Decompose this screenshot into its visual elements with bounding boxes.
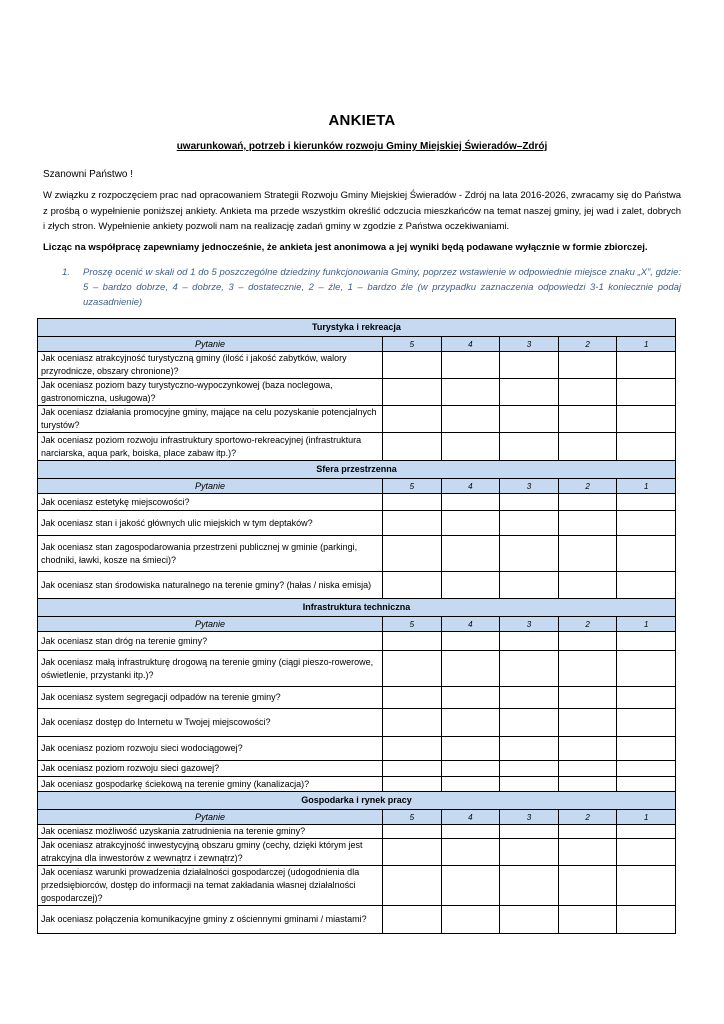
section-header [38,319,676,337]
question-cell: Jak oceniasz poziom rozwoju infrastruktury sportowo-rekreacyjnej (infrastruktura narciarska, aqua park, boiska, place zabaw itp.)? [38,433,383,461]
question-cell: Jak oceniasz stan zagospodarowania przestrzeni publicznej w gminie (parkingi, chodniki, ławki, kosze na śmieci)? [38,536,383,572]
answer-cell[interactable] [383,379,442,406]
answer-cell[interactable] [383,433,442,461]
question-cell: Jak oceniasz stan i jakość głównych ulic miejskich w tym deptaków? [38,511,383,536]
answer-cell[interactable] [500,825,559,839]
answer-cell[interactable] [558,709,617,737]
answer-cell[interactable] [441,379,500,406]
question-cell: Jak oceniasz małą infrastrukturę drogową na terenie gminy (ciągi pieszo-rowerowe, oświetlenie, przystanki itp.)? [38,651,383,687]
answer-cell[interactable] [500,866,559,906]
answer-cell[interactable] [441,632,500,651]
answer-cell[interactable] [500,737,559,761]
answer-cell[interactable] [441,511,500,536]
column-header-score: 5 [383,810,442,825]
column-header-score: 2 [558,337,617,352]
question-number: 1. [62,267,70,278]
column-header-score: 3 [500,337,559,352]
column-header-row [38,337,676,352]
answer-cell[interactable] [383,651,442,687]
answer-cell[interactable] [441,737,500,761]
answer-cell[interactable] [617,651,676,687]
question-cell: Jak oceniasz atrakcyjność turystyczną gminy (ilość i jakość zabytków, walory przyrodnicze, obszary chronione)? [38,352,383,379]
column-header-score: 1 [617,479,676,494]
column-header-score: 1 [617,617,676,632]
column-header-score: 1 [617,337,676,352]
answer-cell[interactable] [617,379,676,406]
question-cell: Jak oceniasz stan dróg na terenie gminy? [38,632,383,651]
column-header-row [38,810,676,825]
question-cell: Jak oceniasz działania promocyjne gminy, mające na celu pozyskanie potencjalnych turystów? [38,406,383,433]
rating-table [37,318,676,934]
answer-cell[interactable] [617,825,676,839]
answer-cell[interactable] [500,632,559,651]
answer-cell[interactable] [558,737,617,761]
table-row [38,777,676,792]
column-header-score: 4 [441,337,500,352]
intro-paragraph: W związku z rozpoczęciem prac nad opracowaniem Strategii Rozwoju Gminy Miejskiej Świeradów - Zdrój na lata 2016-2026, zwracamy się do Państwa z prośbą o wypełnienie poniższej ankiety. Ankieta ma przede wszystkim określić odczucia mieszkańców na temat naszej gminy, jej wad i zalet, dobrych i złych stron. Wypełnienie ankiety pozwoli nam na realizację zadań gminy w zgodzie z Państwa oczekiwaniami. [43,190,681,232]
table-row [38,737,676,761]
answer-cell[interactable] [617,572,676,599]
answer-cell[interactable] [441,352,500,379]
answer-cell[interactable] [500,494,559,511]
table-row [38,709,676,737]
answer-cell[interactable] [441,536,500,572]
answer-cell[interactable] [500,709,559,737]
answer-cell[interactable] [500,379,559,406]
question-cell: Jak oceniasz warunki prowadzenia działalności gospodarczej (udogodnienia dla przedsiębiorców, dostęp do informacji na temat zakładania własnej działalności gospodarczej)? [38,866,383,906]
answer-cell[interactable] [617,433,676,461]
section-header [38,792,676,810]
page-subtitle: uwarunkowań, potrzeb i kierunków rozwoju Gminy Miejskiej Świeradów–Zdrój [176,141,548,152]
answer-cell[interactable] [383,737,442,761]
answer-cell[interactable] [383,494,442,511]
answer-cell[interactable] [558,761,617,777]
anonymity-note: Licząc na współpracę zapewniamy jednocześnie, że ankieta jest anonimowa a jej wyniki będą podawane wyłącznie w formie zbiorczej. [43,242,648,253]
table-row [38,511,676,536]
answer-cell[interactable] [500,839,559,866]
table-row [38,494,676,511]
column-header-score: 2 [558,617,617,632]
question-cell: Jak oceniasz poziom rozwoju sieci gazowej? [38,761,383,777]
column-header-question: Pytanie [38,810,383,825]
question-cell: Jak oceniasz atrakcyjność inwestycyjną obszaru gminy (cechy, dzięki którym jest atrakcyjna dla inwestorów z wewnątrz i zewnątrz)? [38,839,383,866]
question-text: Proszę ocenić w skali od 1 do 5 poszczególne dziedziny funkcjonowania Gminy, poprzez wstawienie w odpowiednie miejsce znaku „X”, gdzie: 5 – bardzo dobrze, 4 – dobrze, 3 – dostatecznie, 2 – źle, 1 – bardzo źle (w przypadku zaznaczenia odpowiedzi 3-1 koniecznie podaj uzasadnienie) [83,267,681,308]
page-title: ANKIETA [328,112,396,129]
section-title: Turystyka i rekreacja [38,319,676,337]
question-cell: Jak oceniasz poziom bazy turystyczno-wypoczynkowej (baza noclegowa, gastronomiczna, usługowa)? [38,379,383,406]
column-header-row [38,479,676,494]
answer-cell[interactable] [383,777,442,792]
answer-cell[interactable] [558,379,617,406]
answer-cell[interactable] [500,572,559,599]
answer-cell[interactable] [617,632,676,651]
answer-cell[interactable] [500,511,559,536]
answer-cell[interactable] [441,572,500,599]
column-header-score: 5 [383,337,442,352]
column-header-score: 3 [500,810,559,825]
answer-cell[interactable] [383,352,442,379]
column-header-score: 2 [558,810,617,825]
answer-cell[interactable] [500,906,559,934]
column-header-score: 4 [441,810,500,825]
answer-cell[interactable] [558,511,617,536]
section-header [38,599,676,617]
answer-cell[interactable] [500,777,559,792]
column-header-score: 3 [500,617,559,632]
question-cell: Jak oceniasz dostęp do Internetu w Twojej miejscowości? [38,709,383,737]
answer-cell[interactable] [383,761,442,777]
answer-cell[interactable] [617,536,676,572]
answer-cell[interactable] [558,572,617,599]
answer-cell[interactable] [383,906,442,934]
table-row [38,906,676,934]
answer-cell[interactable] [617,906,676,934]
answer-cell[interactable] [558,632,617,651]
section-header [38,461,676,479]
question-cell: Jak oceniasz stan środowiska naturalnego na terenie gminy? (hałas / niska emisja) [38,572,383,599]
answer-cell[interactable] [558,494,617,511]
answer-cell[interactable] [500,536,559,572]
column-header-row [38,617,676,632]
answer-cell[interactable] [558,687,617,709]
answer-cell[interactable] [441,651,500,687]
answer-cell[interactable] [441,839,500,866]
answer-cell[interactable] [441,906,500,934]
question-cell: Jak oceniasz połączenia komunikacyjne gminy z ościennymi gminami / miastami? [38,906,383,934]
table-row [38,866,676,906]
answer-cell[interactable] [617,511,676,536]
column-header-score: 5 [383,617,442,632]
answer-cell[interactable] [500,352,559,379]
question-cell: Jak oceniasz poziom rozwoju sieci wodociągowej? [38,737,383,761]
table-row [38,433,676,461]
answer-cell[interactable] [441,761,500,777]
answer-cell[interactable] [383,687,442,709]
answer-cell[interactable] [558,839,617,866]
table-row [38,687,676,709]
column-header-score: 4 [441,617,500,632]
answer-cell[interactable] [558,406,617,433]
answer-cell[interactable] [617,687,676,709]
answer-cell[interactable] [617,777,676,792]
answer-cell[interactable] [617,839,676,866]
column-header-question: Pytanie [38,617,383,632]
answer-cell[interactable] [441,687,500,709]
answer-cell[interactable] [383,709,442,737]
table-row [38,406,676,433]
column-header-score: 5 [383,479,442,494]
column-header-question: Pytanie [38,479,383,494]
table-row [38,761,676,777]
question-cell: Jak oceniasz możliwość uzyskania zatrudnienia na terenie gminy? [38,825,383,839]
answer-cell[interactable] [617,761,676,777]
question-cell: Jak oceniasz estetykę miejscowości? [38,494,383,511]
answer-cell[interactable] [617,406,676,433]
answer-cell[interactable] [500,406,559,433]
answer-cell[interactable] [441,825,500,839]
answer-cell[interactable] [500,687,559,709]
answer-cell[interactable] [558,352,617,379]
answer-cell[interactable] [500,651,559,687]
answer-cell[interactable] [617,737,676,761]
answer-cell[interactable] [441,866,500,906]
column-header-question: Pytanie [38,337,383,352]
answer-cell[interactable] [558,825,617,839]
answer-cell[interactable] [441,777,500,792]
question-cell: Jak oceniasz system segregacji odpadów na terenie gminy? [38,687,383,709]
answer-cell[interactable] [441,494,500,511]
answer-cell[interactable] [558,536,617,572]
section-title: Gospodarka i rynek pracy [38,792,676,810]
answer-cell[interactable] [441,433,500,461]
answer-cell[interactable] [383,839,442,866]
answer-cell[interactable] [383,825,442,839]
table-row [38,632,676,651]
answer-cell[interactable] [617,352,676,379]
answer-cell[interactable] [558,906,617,934]
table-row [38,536,676,572]
answer-cell[interactable] [383,536,442,572]
answer-cell[interactable] [441,709,500,737]
column-header-score: 2 [558,479,617,494]
table-row [38,651,676,687]
section-title: Sfera przestrzenna [38,461,676,479]
question-cell: Jak oceniasz gospodarkę ściekową na terenie gminy (kanalizacja)? [38,777,383,792]
answer-cell[interactable] [617,494,676,511]
answer-cell[interactable] [383,632,442,651]
question-1 [62,265,681,310]
answer-cell[interactable] [558,777,617,792]
answer-cell[interactable] [383,866,442,906]
table-row [38,572,676,599]
column-header-score: 4 [441,479,500,494]
column-header-score: 3 [500,479,559,494]
table-row [38,825,676,839]
answer-cell[interactable] [441,406,500,433]
answer-cell[interactable] [383,572,442,599]
table-row [38,352,676,379]
answer-cell[interactable] [558,866,617,906]
answer-cell[interactable] [617,709,676,737]
answer-cell[interactable] [383,511,442,536]
answer-cell[interactable] [558,433,617,461]
answer-cell[interactable] [500,433,559,461]
answer-cell[interactable] [500,761,559,777]
answer-cell[interactable] [383,406,442,433]
section-title: Infrastruktura techniczna [38,599,676,617]
table-row [38,839,676,866]
answer-cell[interactable] [558,651,617,687]
table-row [38,379,676,406]
column-header-score: 1 [617,810,676,825]
greeting: Szanowni Państwo ! [43,169,134,180]
answer-cell[interactable] [617,866,676,906]
